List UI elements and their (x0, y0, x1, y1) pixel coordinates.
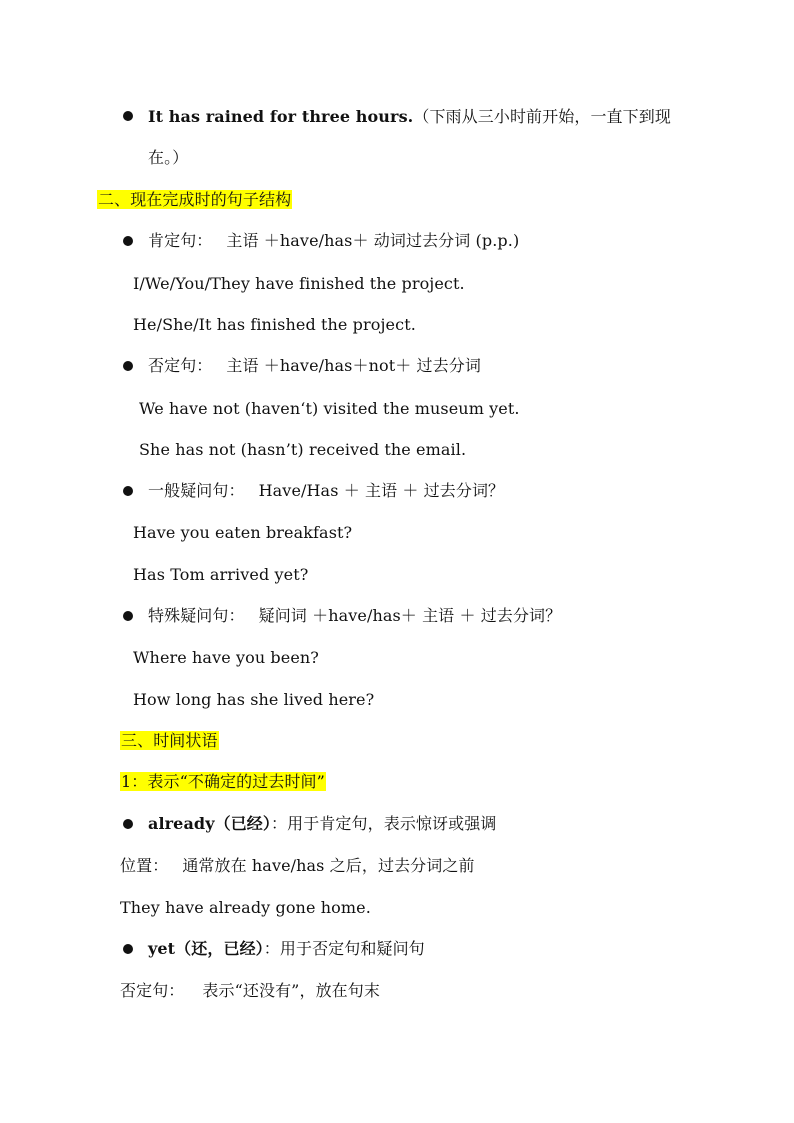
section-heading (97, 189, 292, 211)
note-line (120, 855, 475, 877)
example-sentence: We have not (haven‘t) visited the museum yet. (139, 399, 520, 418)
term-line (148, 938, 425, 960)
bullet-icon (123, 611, 133, 621)
rule-label: 否定句： (148, 356, 213, 375)
example-sentence: He/She/It has finished the project. (133, 315, 416, 334)
term-description: ：用于否定句和疑问句 (263, 939, 425, 958)
term-description: ：用于肯定句，表示惊讶或强调 (271, 814, 497, 833)
example-translation-cont: 在。） (148, 148, 189, 167)
bullet-icon (123, 236, 133, 246)
rule-line (148, 355, 481, 377)
example-sentence: How long has she lived here? (133, 690, 375, 709)
example-sentence: They have already gone home. (120, 898, 371, 917)
section-heading (120, 730, 219, 752)
term-line (148, 813, 496, 835)
rule-label: 特殊疑问句： (148, 606, 245, 625)
example-line (148, 106, 671, 128)
note-label: 位置： (120, 856, 169, 875)
section-heading-text: 三、时间状语 (121, 731, 218, 750)
subsection-heading (120, 771, 326, 793)
rule-formula: 主语 ＋have/has＋ 动词过去分词 (p.p.) (226, 231, 520, 250)
rule-line (148, 605, 561, 627)
term: yet（还，已经） (148, 939, 264, 958)
example-sentence: Has Tom arrived yet? (133, 565, 309, 584)
note-text: 通常放在 have/has 之后，过去分词之前 (182, 856, 475, 875)
rule-formula: 主语 ＋have/has＋not＋ 过去分词 (226, 356, 481, 375)
rule-label: 肯定句： (148, 231, 213, 250)
rule-formula: Have/Has ＋ 主语 ＋ 过去分词？ (258, 481, 505, 500)
rule-line (148, 480, 504, 502)
bullet-icon (123, 819, 133, 829)
example-sentence: I/We/You/They have finished the project. (133, 274, 465, 293)
note-label: 否定句： (120, 981, 185, 1000)
term: already（已经） (148, 814, 272, 833)
rule-line (148, 230, 519, 252)
rule-formula: 疑问词 ＋have/has＋ 主语 ＋ 过去分词？ (258, 606, 562, 625)
section-heading-text: 二、现在完成时的句子结构 (98, 190, 292, 209)
bullet-icon (123, 111, 133, 121)
example-sentence: She has not (hasn’t) received the email. (139, 440, 467, 459)
example-sentence: Have you eaten breakfast? (133, 523, 353, 542)
bullet-icon (123, 361, 133, 371)
subsection-heading-text: 1：表示“不确定的过去时间” (121, 772, 325, 791)
note-line (120, 980, 380, 1002)
example-translation: （下雨从三小时前开始，一直下到现 (413, 107, 671, 126)
note-text: 表示“还没有”，放在句末 (202, 981, 380, 1000)
example-sentence: It has rained for three hours. (148, 107, 414, 126)
bullet-icon (123, 486, 133, 496)
example-sentence: Where have you been? (133, 648, 319, 667)
bullet-icon (123, 944, 133, 954)
rule-label: 一般疑问句： (148, 481, 245, 500)
